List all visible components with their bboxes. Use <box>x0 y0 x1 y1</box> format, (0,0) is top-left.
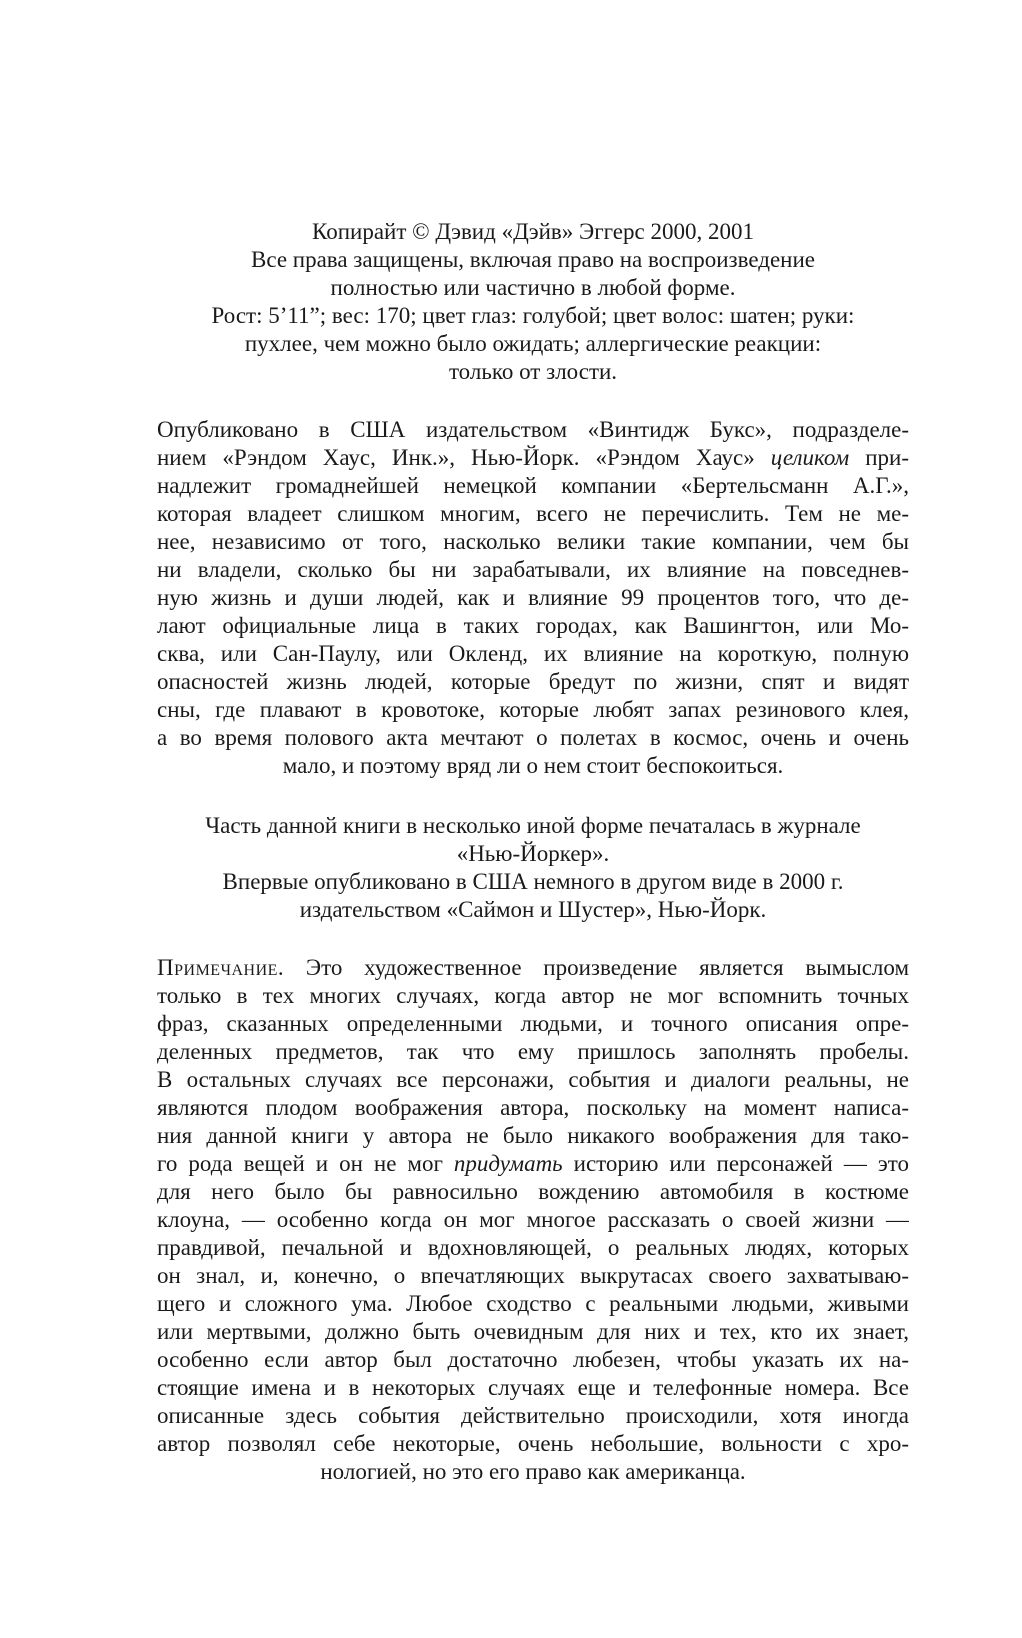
copyright-line: Рост: 5’11”; вес: 170; цвет глаз: голубой; цвет волос: шатен; руки: <box>211 303 855 328</box>
paragraph-line: мало, и поэтому вряд ли о нем стоит беспокоиться. <box>282 753 784 778</box>
paragraph-line <box>157 954 909 982</box>
note-label: Примечание. <box>157 955 285 980</box>
paragraph-line: или мертвыми, должно быть очевидным для них и тех, кто их знает, <box>157 1319 909 1344</box>
paragraph-line: ни владели, сколько бы ни зарабатывали, их влияние на повседнев- <box>157 557 909 582</box>
text-segment: историю или персонажей — это <box>562 1151 909 1176</box>
paragraph-line: которая владеет слишком многим, всего не перечислить. Тем не ме- <box>157 501 909 526</box>
publication-paragraph <box>157 416 909 780</box>
note-line: «Нью-Йоркер». <box>456 841 610 866</box>
paragraph-line <box>157 444 909 472</box>
paragraph-line: клоуна, — особенно когда он мог многое рассказать о своей жизни — <box>157 1207 909 1232</box>
copyright-line: пухлее, чем можно было ожидать; аллергические реакции: <box>244 331 822 356</box>
paragraph-line: он знал, и, конечно, о впечатляющих выкрутасах своего захватываю- <box>157 1263 909 1288</box>
note-line: Впервые опубликовано в США немного в другом виде в 2000 г. <box>222 869 844 894</box>
paragraph-line: сны, где плавают в кровотоке, которые любят запах резинового клея, <box>157 697 909 722</box>
paragraph-line: лают официальные лица в таких городах, как Вашингтон, или Мо- <box>157 613 909 638</box>
paragraph-line: правдивой, печальной и вдохновляющей, о реальных людях, которых <box>157 1235 909 1260</box>
paragraph-line: опасностей жизнь людей, которые бредут по жизни, спят и видят <box>157 669 909 694</box>
note-line: издательством «Саймон и Шустер», Нью-Йорк. <box>299 897 767 922</box>
paragraph-line: деленных предметов, так что ему пришлось заполнять пробелы. <box>157 1039 909 1064</box>
paragraph-line: особенно если автор был достаточно любезен, чтобы указать их на- <box>157 1347 909 1372</box>
paragraph-line: описанные здесь события действительно происходили, хотя иногда <box>157 1403 909 1428</box>
copyright-block <box>157 218 909 386</box>
paragraph-line: надлежит громаднейшей немецкой компании «Бертельсманн А.Г.», <box>157 473 909 498</box>
italic-emphasis: придумать <box>453 1151 563 1176</box>
paragraph-line: для него было бы равносильно вождению автомобиля в костюме <box>157 1179 909 1204</box>
text-segment: при- <box>849 445 909 470</box>
copyright-line: Все права защищены, включая право на воспроизведение <box>250 247 816 272</box>
paragraph-line <box>157 1150 909 1178</box>
paragraph-line: только в тех многих случаях, когда автор не мог вспомнить точных <box>157 983 909 1008</box>
first-publication-note <box>157 812 909 924</box>
text-segment: Это художественное произведение является вымыслом <box>284 955 909 980</box>
note-line: Часть данной книги в несколько иной форме печаталась в журнале <box>205 813 861 838</box>
copyright-line: полностью или частично в любой форме. <box>330 275 736 300</box>
author-note-paragraph <box>157 954 909 1486</box>
paragraph-line: фраз, сказанных определенными людьми, и точного описания опре- <box>157 1011 909 1036</box>
copyright-line: только от злости. <box>448 359 618 384</box>
paragraph-line: автор позволял себе некоторые, очень небольшие, вольности с хро- <box>157 1431 909 1456</box>
text-segment: го рода вещей и он не мог <box>157 1151 454 1176</box>
paragraph-line: стоящие имена и в некоторых случаях еще и телефонные номера. Все <box>157 1375 909 1400</box>
paragraph-line: нологией, но это его право как американца. <box>320 1459 746 1484</box>
paragraph-line: ную жизнь и души людей, как и влияние 99 процентов того, что де- <box>157 585 909 610</box>
italic-emphasis: целиком <box>770 445 850 470</box>
paragraph-line: являются плодом воображения автора, поскольку на момент написа- <box>157 1095 909 1120</box>
paragraph-line: сква, или Сан-Паулу, или Окленд, их влияние на короткую, полную <box>157 641 909 666</box>
text-segment: нием «Рэндом Хаус, Инк.», Нью-Йорк. «Рэндом Хаус» <box>157 445 771 470</box>
paragraph-line: щего и сложного ума. Любое сходство с реальными людьми, живыми <box>157 1291 909 1316</box>
paragraph-line: Опубликовано в США издательством «Винтидж Букс», подразделе- <box>157 417 909 442</box>
paragraph-line: нее, независимо от того, насколько велики такие компании, чем бы <box>157 529 909 554</box>
copyright-line: Копирайт © Дэвид «Дэйв» Эггерс 2000, 2001 <box>312 219 754 244</box>
paragraph-line: а во время полового акта мечтают о полетах в космос, очень и очень <box>157 725 909 750</box>
paragraph-line: ния данной книги у автора не было никакого воображения для тако- <box>157 1123 909 1148</box>
paragraph-line: В остальных случаях все персонажи, события и диалоги реальны, не <box>157 1067 909 1092</box>
